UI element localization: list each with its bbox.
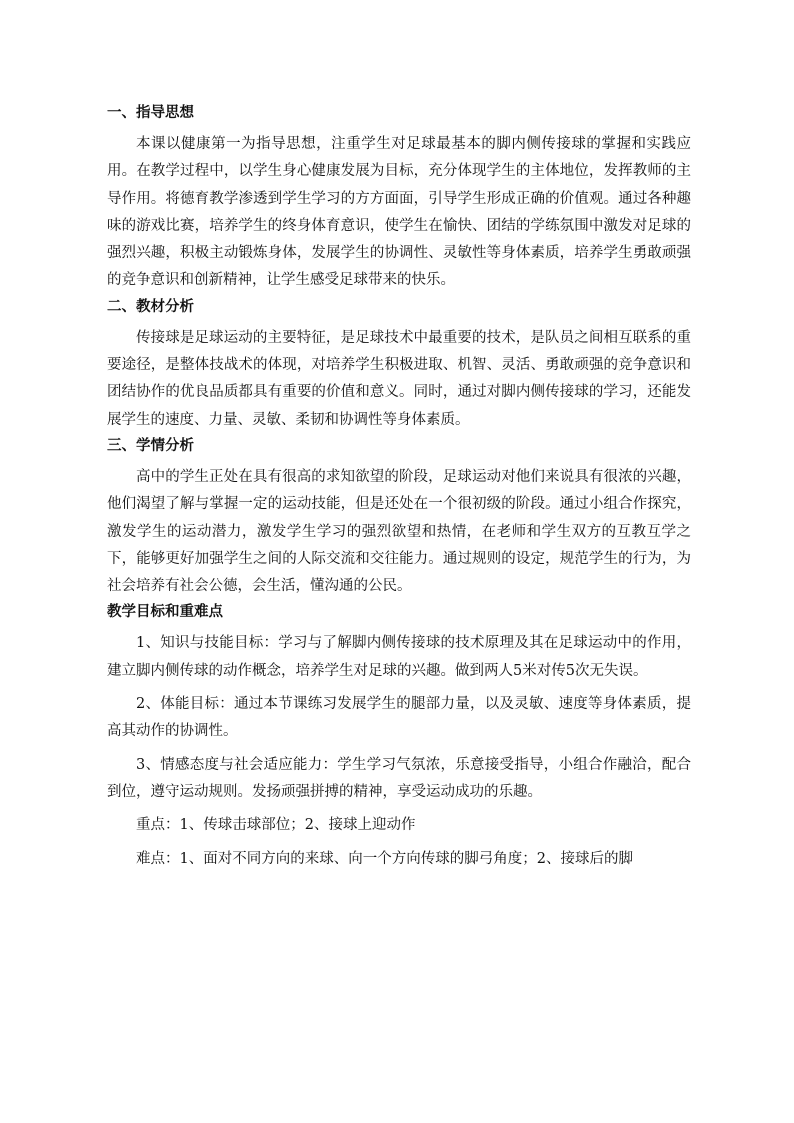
- objective-knowledge-skill: 1、知识与技能目标：学习与了解脚内侧传接球的技术原理及其在足球运动中的作用，建立脚内侧传球的动作概念，培养学生对足球的兴趣。做到两人5米对传5次无失误。: [107, 635, 691, 679]
- section-heading-students: 三、学情分析: [107, 437, 194, 454]
- paragraph-material: 传接球是足球运动的主要特征，是足球技术中最重要的技术，是队员之间相互联系的重要途径，是整体技战术的体现，对培养学生积极进取、机智、灵活、勇敢顽强的竞争意识和团结协作的优良品质都具有重要的价值和意义。同时，通过对脚内侧传接球的学习，还能发展学生的速度、力量、灵敏、柔韧和协调性等身体素质。: [107, 329, 691, 428]
- section-heading-objectives: 教学目标和重难点: [107, 604, 223, 621]
- objective-physical: 2、体能目标：通过本节课练习发展学生的腿部力量，以及灵敏、速度等身体素质，提高其动作的协调性。: [107, 696, 691, 740]
- difficulties: 难点：1、面对不同方向的来球、向一个方向传球的脚弓角度；2、接球后的脚: [136, 850, 633, 867]
- objective-emotion-social: 3、情感态度与社会适应能力：学生学习气氛浓，乐意接受指导，小组合作融洽，配合到位，遵守运动规则。发扬顽强拼搏的精神，享受运动成功的乐趣。: [107, 756, 691, 800]
- section-heading-guiding: 一、指导思想: [107, 105, 194, 121]
- key-points: 重点：1、传球击球部位；2、接球上迎动作: [136, 817, 416, 834]
- section-heading-material: 二、教材分析: [107, 298, 194, 315]
- paragraph-students: 高中的学生正处在具有很高的求知欲望的阶段，足球运动对他们来说具有很浓的兴趣，他们渴望了解与掌握一定的运动技能，但是还处在一个很初级的阶段。通过小组合作探究，激发学生的运动潜力，激发学生学习的强烈欲望和热情，在老师和学生双方的互教互学之下，能够更好加强学生之间的人际交流和交往能力。通过规则的设定，规范学生的行为，为社会培养有社会公德，会生活，懂沟通的公民。: [107, 468, 691, 595]
- document-page: [107, 103, 691, 873]
- paragraph-guiding: 本课以健康第一为指导思想，注重学生对足球最基本的脚内侧传接球的掌握和实践应用。在教学过程中，以学生身心健康发展为目标，充分体现学生的主体地位，发挥教师的主导作用。将德育教学渗透到学生学习的方方面面，引导学生形成正确的价值观。通过各种趣味的游戏比赛，培养学生的终身体育意识，使学生在愉快、团结的学练氛围中激发对足球的强烈兴趣，积极主动锻炼身体，发展学生的协调性、灵敏性等身体素质，培养学生勇敢顽强的竞争意识和创新精神，让学生感受足球带来的快乐。: [107, 136, 691, 289]
